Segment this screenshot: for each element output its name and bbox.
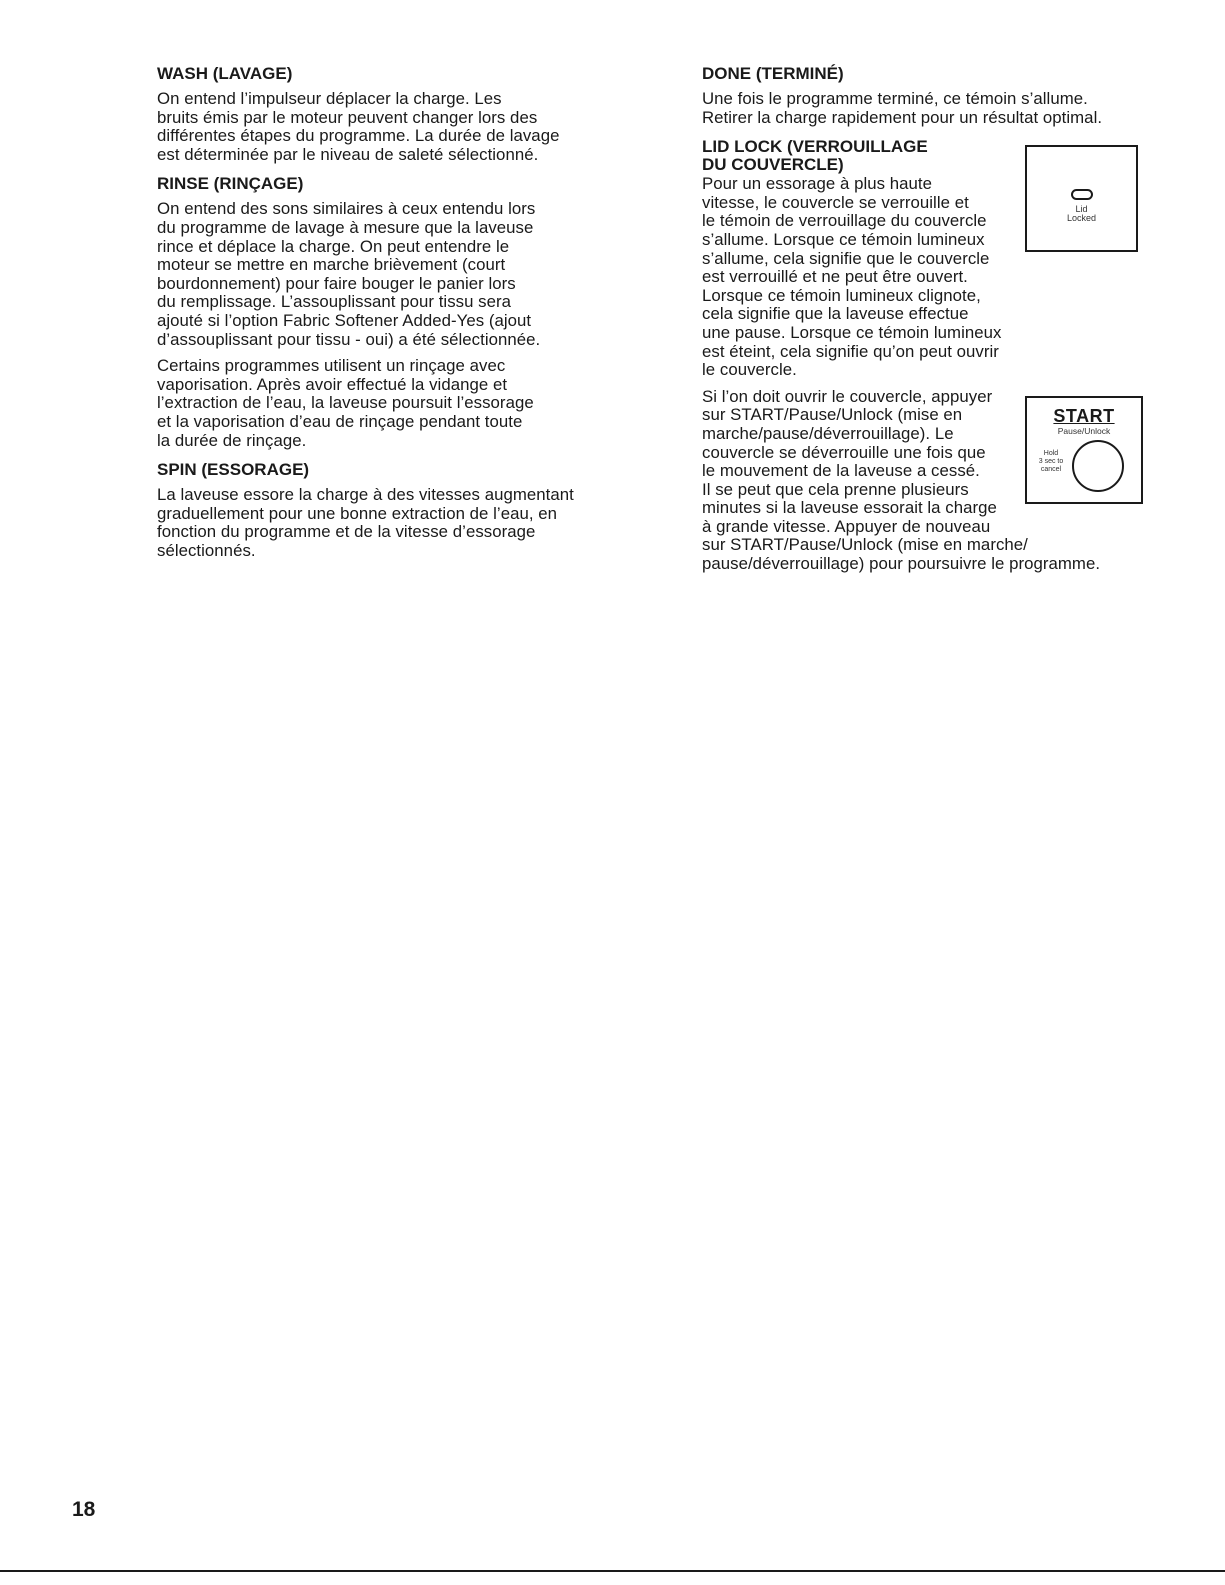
- locked-label: Locked: [1066, 213, 1097, 223]
- rinse-paragraph-2: [157, 357, 607, 450]
- text-line: une pause. Lorsque ce témoin lumineux: [702, 322, 1002, 342]
- text-line: est verrouillé et ne peut être ouvert.: [702, 267, 968, 287]
- text-line: Il se peut que cela prenne plusieurs: [702, 479, 969, 499]
- text-line: Pour un essorage à plus haute: [702, 174, 933, 194]
- rinse-heading: RINSE (RINÇAGE): [157, 174, 304, 194]
- text-line: vaporisation. Après avoir effectué la vidange et: [157, 374, 508, 394]
- text-line: pause/déverrouillage) pour poursuivre le programme.: [702, 554, 1101, 574]
- text-line: minutes si la laveuse essorait la charge: [702, 498, 997, 518]
- text-line: et la vaporisation d’eau de rinçage pendant toute: [157, 411, 523, 431]
- wash-heading: WASH (LAVAGE): [157, 64, 293, 83]
- rinse-paragraph-1: [157, 200, 607, 349]
- text-line: est déterminée par le niveau de saleté sélectionné.: [157, 144, 539, 164]
- bottom-divider: [0, 1570, 1225, 1572]
- text-line: rince et déplace la charge. On peut entendre le: [157, 236, 510, 256]
- text-line: fonction du programme et de la vitesse d’essorage: [157, 522, 536, 542]
- start-label: START: [1053, 406, 1115, 426]
- text-line: vitesse, le couvercle se verrouille et: [702, 192, 969, 212]
- text-line: moteur se mettre en marche brièvement (court: [157, 255, 506, 275]
- text-line: Si l’on doit ouvrir le couvercle, appuyer: [702, 386, 993, 406]
- done-heading: DONE (TERMINÉ): [702, 64, 844, 83]
- text-line: On entend des sons similaires à ceux entendu lors: [157, 199, 536, 219]
- text-line: ajouté si l’option Fabric Softener Added-Yes (ajout: [157, 310, 532, 330]
- start-button-circle-icon: [1072, 440, 1124, 492]
- text-line: sur START/Pause/Unlock (mise en marche/: [702, 535, 1028, 555]
- text-line: à grande vitesse. Appuyer de nouveau: [702, 516, 991, 536]
- text-line: Lorsque ce témoin lumineux clignote,: [702, 285, 981, 305]
- text-line: La laveuse essore la charge à des vitesses augmentant: [157, 485, 574, 505]
- text-line: sélectionnés.: [157, 540, 256, 560]
- start-button-illustration: [1025, 396, 1143, 504]
- text-line: la durée de rinçage.: [157, 430, 307, 450]
- text-line: est éteint, cela signifie qu’on peut ouvrir: [702, 341, 999, 361]
- text-line: bruits émis par le moteur peuvent changer lors des: [157, 107, 538, 127]
- page-number: 18: [72, 1498, 96, 1521]
- text-line: On entend l’impulseur déplacer la charge. Les: [157, 89, 502, 108]
- text-line: le mouvement de la laveuse a cessé.: [702, 461, 980, 481]
- heading-line: LID LOCK (VERROUILLAGE: [702, 137, 928, 157]
- text-line: Retirer la charge rapidement pour un résultat optimal.: [702, 107, 1103, 127]
- text-line: s’allume. Lorsque ce témoin lumineux: [702, 229, 985, 249]
- text-line: le témoin de verrouillage du couvercle: [702, 211, 987, 231]
- lid-locked-indicator: [1025, 145, 1138, 252]
- heading-line: DU COUVERCLE): [702, 155, 844, 175]
- hold-label: Hold: [1043, 450, 1059, 457]
- hold-duration-label: 3 sec to: [1038, 458, 1064, 465]
- text-line: graduellement pour une bonne extraction de l’eau, en: [157, 503, 558, 523]
- pause-unlock-label: Pause/Unlock: [1057, 426, 1111, 436]
- text-line: différentes étapes du programme. La durée de lavage: [157, 126, 560, 146]
- text-line: l’extraction de l’eau, la laveuse poursuit l’essorage: [157, 393, 534, 413]
- text-line: bourdonnement) pour faire bouger le panier lors: [157, 273, 516, 293]
- text-line: le couvercle.: [702, 360, 797, 380]
- cancel-label: cancel: [1040, 466, 1062, 473]
- text-line: Une fois le programme terminé, ce témoin s’allume.: [702, 89, 1088, 108]
- lid-locked-indicator-icon: [1071, 189, 1093, 200]
- text-line: Certains programmes utilisent un rinçage avec: [157, 356, 506, 376]
- wash-paragraph: [157, 90, 607, 164]
- done-paragraph: [702, 90, 1152, 127]
- text-line: couvercle se déverrouille une fois que: [702, 442, 986, 462]
- text-line: du programme de lavage à mesure que la laveuse: [157, 217, 534, 237]
- text-line: d’assouplissant pour tissu - oui) a été sélectionnée.: [157, 329, 541, 349]
- text-line: marche/pause/déverrouillage). Le: [702, 423, 954, 443]
- text-line: sur START/Pause/Unlock (mise en: [702, 405, 963, 425]
- left-column: [157, 64, 607, 560]
- text-line: cela signifie que la laveuse effectue: [702, 304, 969, 324]
- spin-paragraph: [157, 486, 607, 560]
- lid-label: Lid: [1075, 204, 1088, 214]
- text-line: du remplissage. L’assouplissant pour tissu sera: [157, 292, 512, 312]
- spin-heading: SPIN (ESSORAGE): [157, 460, 310, 480]
- text-line: s’allume, cela signifie que le couvercle: [702, 248, 990, 268]
